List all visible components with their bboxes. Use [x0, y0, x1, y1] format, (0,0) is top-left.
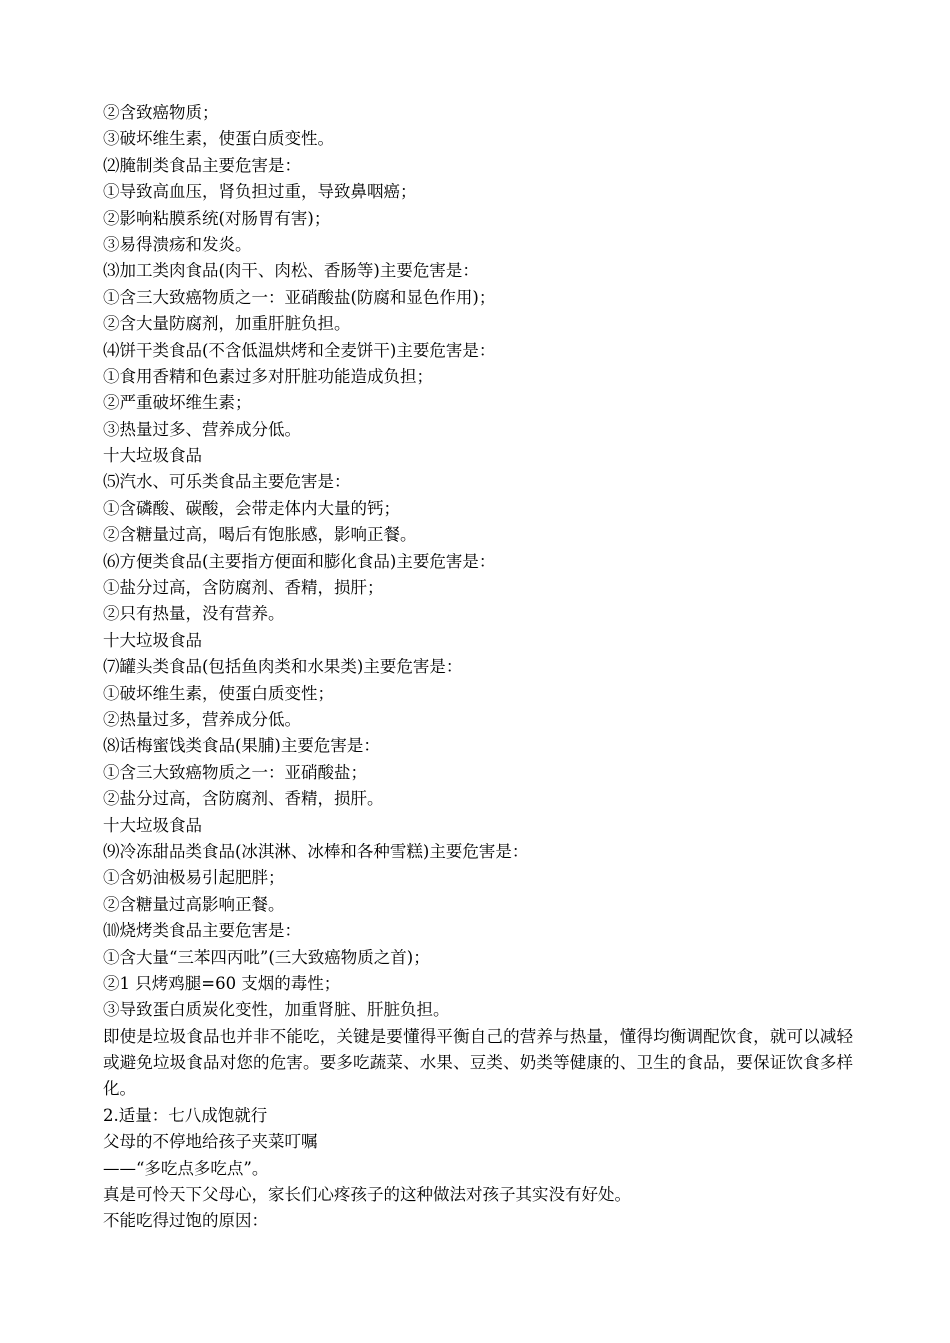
text-line: ①含大量“三苯四丙吡”(三大致癌物质之首)； [103, 947, 430, 967]
body-paragraph: 即使是垃圾食品也并非不能吃，关键是要懂得平衡自己的营养与热量，懂得均衡调配饮食，就可以减轻或避免垃圾食品对您的危害。要多吃蔬菜、水果、豆类、奶类等健康的、卫生的食品，要保证饮食多样化。 [103, 1026, 853, 1099]
text-line: ③破坏维生素，使蛋白质变性。 [103, 129, 334, 149]
text-line: ③易得溃疡和发炎。 [103, 234, 252, 254]
text-line: ②只有热量，没有营养。 [103, 604, 285, 624]
text-line: ②1 只烤鸡腿=60 支烟的毒性； [103, 973, 341, 993]
text-line: 父母的不停地给孩子夹菜叮嘱 [103, 1132, 318, 1152]
subtitle: 十大垃圾食品 [103, 446, 202, 466]
section-heading: ⑸汽水、可乐类食品主要危害是： [103, 472, 351, 492]
section-heading: ⑽烧烤类食品主要危害是： [103, 921, 301, 941]
text-line: ②含致癌物质； [103, 103, 219, 122]
section-heading: ⑹方便类食品(主要指方便面和膨化食品)主要危害是： [103, 551, 496, 571]
text-line: ①含奶油极易引起肥胖； [103, 868, 285, 888]
text-line: ③导致蛋白质炭化变性，加重肾脏、肝脏负担。 [103, 1000, 450, 1020]
text-line: ③热量过多、营养成分低。 [103, 419, 301, 439]
text-line: ②热量过多，营养成分低。 [103, 709, 301, 729]
subtitle: 十大垃圾食品 [103, 630, 202, 650]
text-line: ①含磷酸、碳酸，会带走体内大量的钙； [103, 498, 400, 518]
text-line: ②含糖量过高影响正餐。 [103, 894, 285, 914]
text-line: ②严重破坏维生素； [103, 393, 252, 413]
section-heading: ⑵腌制类食品主要危害是： [103, 155, 301, 175]
section-heading: ⑺罐头类食品(包括鱼肉类和水果类)主要危害是： [103, 657, 463, 677]
document-page [103, 100, 853, 1235]
section-heading: 2.适量：七八成饱就行 [103, 1105, 268, 1125]
text-line: ②盐分过高，含防腐剂、香精，损肝。 [103, 789, 384, 809]
text-line: ①含三大致癌物质之一：亚硝酸盐； [103, 762, 367, 782]
section-heading: ⑻话梅蜜饯类食品(果脯)主要危害是： [103, 736, 380, 756]
section-heading: ⑷饼干类食品(不含低温烘烤和全麦饼干)主要危害是： [103, 340, 496, 360]
text-line: ①导致高血压，肾负担过重，导致鼻咽癌； [103, 182, 417, 202]
text-line: ②含糖量过高，喝后有饱胀感，影响正餐。 [103, 525, 417, 545]
text-line: ①盐分过高，含防腐剂、香精，损肝； [103, 578, 384, 598]
text-line: 真是可怜天下父母心，家长们心疼孩子的这种做法对孩子其实没有好处。 [103, 1185, 631, 1205]
text-line: ②含大量防腐剂，加重肝脏负担。 [103, 314, 351, 334]
text-line: ①破坏维生素，使蛋白质变性； [103, 683, 334, 703]
section-heading: ⑶加工类肉食品(肉干、肉松、香肠等)主要危害是： [103, 261, 479, 281]
text-line: ①食用香精和色素过多对肝脏功能造成负担； [103, 366, 433, 386]
text-line: 不能吃得过饱的原因： [103, 1211, 268, 1231]
text-line: ②影响粘膜系统(对肠胃有害)； [103, 208, 331, 228]
section-heading: ⑼冷冻甜品类食品(冰淇淋、冰棒和各种雪糕)主要危害是： [103, 841, 529, 861]
text-line: ——“多吃点多吃点”。 [103, 1158, 269, 1178]
subtitle: 十大垃圾食品 [103, 815, 202, 835]
text-line: ①含三大致癌物质之一：亚硝酸盐(防腐和显色作用)； [103, 287, 496, 307]
